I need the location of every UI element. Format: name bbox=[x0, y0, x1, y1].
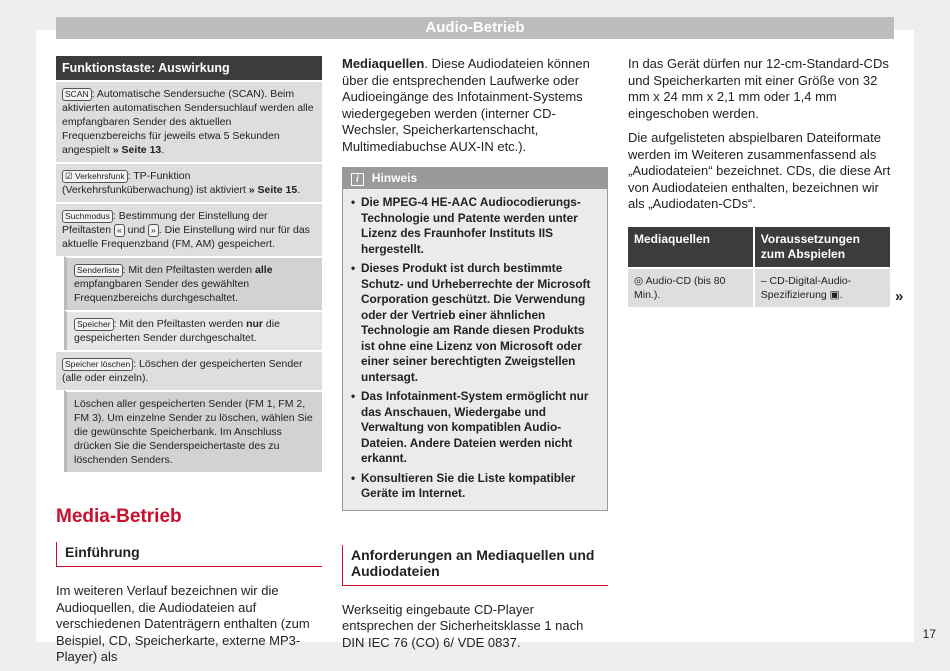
hinweis-title: Hinweis bbox=[371, 171, 418, 185]
arrow-right-key: » bbox=[148, 224, 159, 237]
speicher-bold: nur bbox=[246, 318, 263, 330]
senderliste-bold: alle bbox=[255, 264, 273, 276]
column-middle bbox=[342, 56, 608, 651]
table-header-mediaquellen: Mediaquellen bbox=[628, 227, 753, 267]
function-row-loeschen-note: Löschen aller gespeicherten Sender (FM 1, FM 2, FM 3). Um einzelne Sender zu löschen, wählen Sie die gewünschte Speicherbank. Im Anschluss drücken Sie die Senderspeichertaste des zu löschenden Senders. bbox=[64, 390, 322, 472]
scan-end: . bbox=[161, 144, 165, 156]
suchmodus-key: Suchmodus bbox=[62, 210, 113, 223]
media-section-title: Media-Betrieb bbox=[56, 506, 182, 527]
tp-page-ref: » Seite 15 bbox=[248, 184, 298, 196]
intro-text: Im weiteren Verlauf bezeichnen wir die Audioquellen, die Audiodateien auf verschiedenen Datenträgern enthalten (zum Beispiel, CD, Speicherkarte, externe MP3-Player) als bbox=[56, 583, 310, 664]
hinweis-item: • Konsultieren Sie die Liste kompatibler Geräte im Internet. bbox=[351, 471, 599, 502]
cd-spec-text: – CD-Digital-Audio-Spezifizierung bbox=[760, 274, 852, 301]
requirements-text: Werkseitig eingebaute CD-Player entsprechen der Sicherheitsklasse 1 nach DIN IEC 76 (CO) 6/ VDE 0837. bbox=[342, 601, 584, 650]
speicher-loeschen-text: : Löschen der gespeicherten Sender (alle oder einzeln). bbox=[62, 358, 303, 384]
hinweis-item: • Die MPEG-4 HE-AAC Audiocodierungs-Technologie und Patente werden unter Lizenz des Fraunhofer Instituts IIS hergestellt. bbox=[351, 195, 599, 257]
intro-heading: Einführung bbox=[56, 542, 322, 567]
senderliste-key: Senderliste bbox=[74, 264, 123, 277]
audiodateien-paragraph: Die aufgelisteten abspielbaren Dateiformate werden im Weiteren zusammenfassend als „Audiodateien“ bezeichnet. CDs, die diese Art von Audiodateien enthalten, bezeichnen wir als „Audiodaten-CDs“. bbox=[628, 130, 891, 211]
page-number: 17 bbox=[922, 627, 936, 641]
function-row-speicher-loeschen bbox=[56, 350, 322, 390]
mediaquellen-term: Mediaquellen bbox=[342, 56, 425, 71]
checkbox-icon: ☑ bbox=[65, 171, 73, 181]
scan-key: SCAN bbox=[62, 88, 92, 101]
hinweis-item: • Das Infotainment-System ermöglicht nur das Anschauen, Wiedergabe und Verwaltung von kompatiblen Audio-Dateien. Andere Dateien werden nicht erkannt. bbox=[351, 389, 599, 467]
scan-text: : Automatische Sendersuche (SCAN). Beim aktivierten automatischen Sendersuchlauf werden alle empfangbaren Sender des aktuellen Frequenzbereichs für jeweils etwa 5 Sekunden angespielt bbox=[62, 88, 314, 156]
requirements-heading: Anforderungen an Mediaquellen und Audiodateien bbox=[342, 545, 608, 586]
hinweis-item: • Dieses Produkt ist durch bestimmte Schutz- und Urheberrechte der Microsoft Corporation geschützt. Die Verwendung oder der Vertrieb einer ähnlichen Technologie am Rande diesen Produkts ist ohne eine Lizenz von Microsoft oder einer seiner berechtigten Zweigstellen untersagt. bbox=[351, 261, 599, 385]
scan-page-ref: » Seite 13 bbox=[112, 144, 162, 156]
table-cell-requirement: – CD-Digital-Audio-Spezifizierung ▣. bbox=[755, 267, 890, 307]
function-row-speicher bbox=[64, 310, 322, 350]
function-row-tp bbox=[56, 162, 322, 202]
function-table-header: Funktionstaste: Auswirkung bbox=[56, 56, 322, 80]
suchmodus-text2: . Die Einstellung wird nur für das aktuelle Frequenzband (FM, AM) gespeichert. bbox=[62, 224, 310, 250]
cd-size-paragraph: In das Gerät dürfen nur 12-cm-Standard-CDs und Speicherkarten mit einer Größe von 32 mm x 24 mm x 2,1 mm oder 1,4 mm eingeschoben werden. bbox=[628, 56, 889, 121]
function-row-scan bbox=[56, 80, 322, 162]
senderliste-text2: empfangbaren Sender des gewählten Frequenzbereichs durchgeschaltet. bbox=[74, 278, 250, 304]
section-header: Audio-Betrieb bbox=[56, 17, 894, 39]
speicher-key: Speicher bbox=[74, 318, 114, 331]
senderliste-text: : Mit den Pfeiltasten werden bbox=[122, 264, 256, 276]
arrow-left-key: « bbox=[114, 224, 125, 237]
suchmodus-and: und bbox=[124, 224, 149, 236]
table-header-voraussetzungen: Voraussetzungen zum Abspielen bbox=[755, 227, 890, 267]
hinweis-box bbox=[342, 167, 608, 511]
table-row bbox=[628, 267, 890, 307]
table-cell-audio-cd bbox=[628, 267, 753, 307]
speicher-loeschen-key: Speicher löschen bbox=[62, 358, 133, 371]
function-row-senderliste bbox=[64, 256, 322, 310]
speicher-text2: die gespeicherten Sender durchgeschaltet. bbox=[74, 318, 280, 344]
media-sources-table bbox=[626, 227, 892, 307]
suchmodus-text: : Bestimmung der Einstellung der Pfeiltasten bbox=[62, 210, 268, 236]
traffic-key-label: Verkehrsfunk bbox=[75, 171, 125, 181]
tp-end: . bbox=[297, 184, 301, 196]
disc-icon: ◎ bbox=[634, 274, 644, 287]
column-right bbox=[628, 56, 894, 307]
continue-arrow-icon: » bbox=[895, 288, 904, 305]
column-left bbox=[56, 56, 322, 666]
tp-text: : TP-Funktion (Verkehrsfunküberwachung) ist aktiviert bbox=[62, 170, 249, 196]
hinweis-header bbox=[343, 168, 607, 189]
speicher-text: : Mit den Pfeiltasten werden bbox=[113, 318, 247, 330]
hinweis-list bbox=[343, 189, 607, 510]
mediaquellen-paragraph bbox=[342, 56, 608, 155]
audio-cd-label: Audio-CD (bis 80 Min.). bbox=[634, 274, 726, 301]
info-icon: i bbox=[351, 173, 364, 186]
cd-logo-icon: ▣ bbox=[829, 288, 840, 301]
traffic-key bbox=[62, 170, 128, 183]
mediaquellen-text: . Diese Audiodateien können über die entsprechenden Laufwerke oder Audioeingänge des Infotainment-Systems wiedergegeben werden (interner CD-Wechsler, Speicherkartenschacht, Multimediabuchse AUX-IN etc.). bbox=[342, 56, 590, 154]
function-row-suchmodus bbox=[56, 202, 322, 256]
